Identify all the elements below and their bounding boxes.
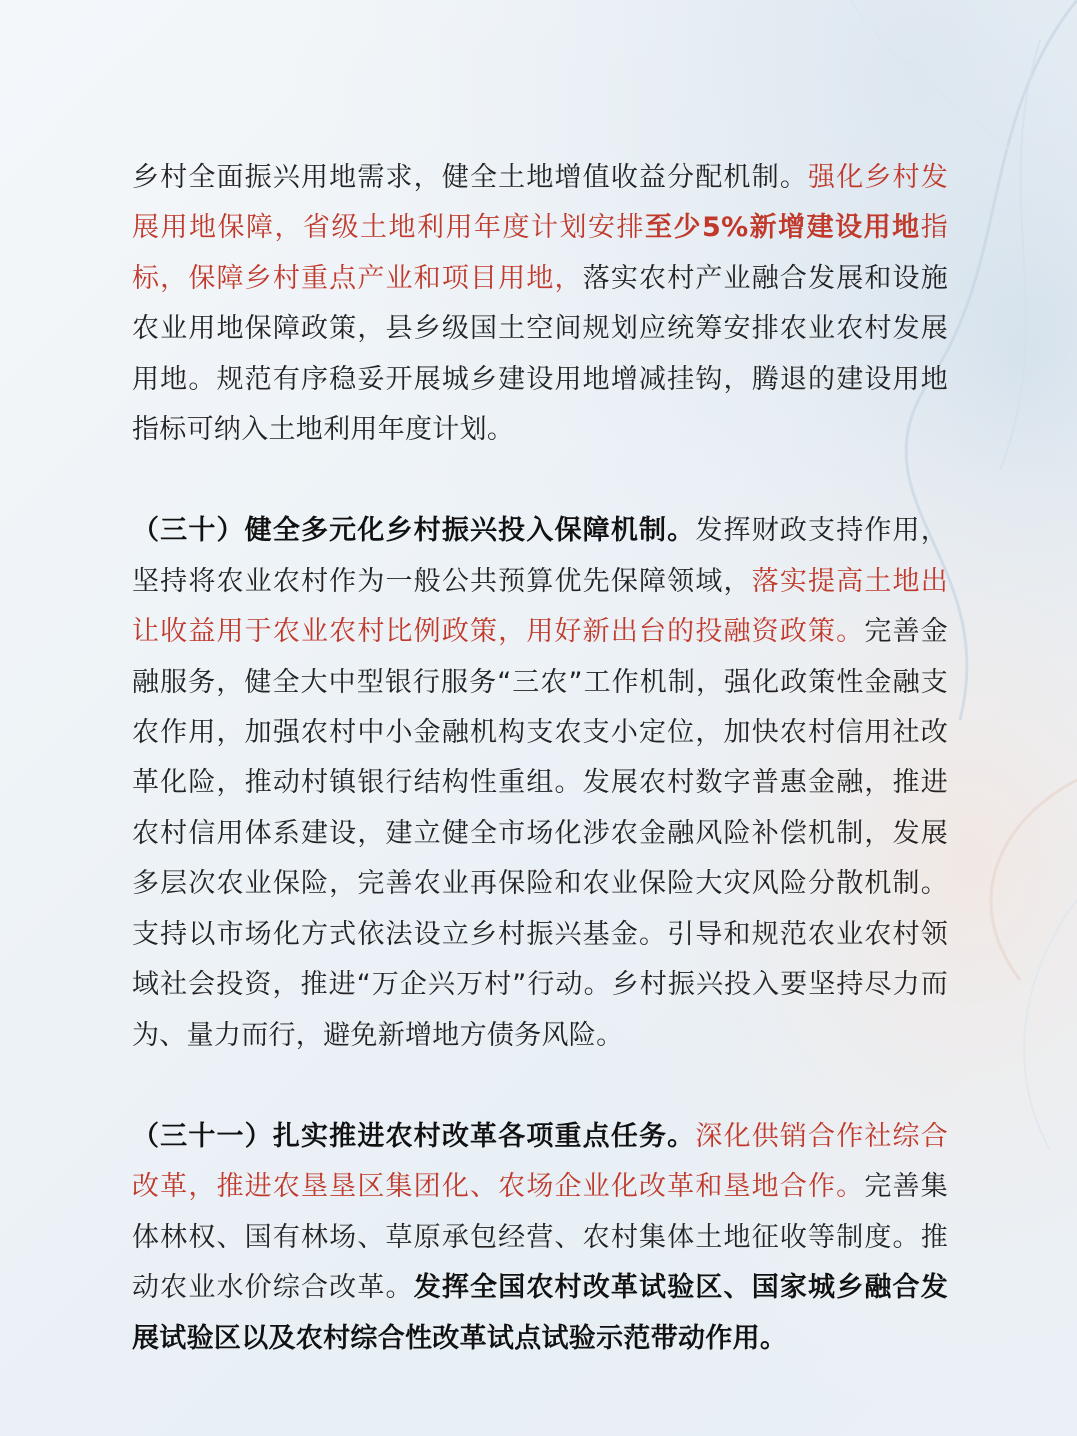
paragraph-gap xyxy=(132,1061,948,1112)
paragraph-section-31 xyxy=(132,1112,948,1364)
document-body xyxy=(132,153,948,1364)
text-segment: 完善集体林权、国有林场、草原承包经营、农村集体土地征收等制度。推动农业水价综合改革。 xyxy=(132,1171,948,1304)
text-segment: 发挥财政支持作用，坚持将农业农村作为一般公共预算优先保障领域， xyxy=(132,515,949,597)
bold-segment: 发挥全国农村改革试验区、国家城乡融合发展试验区以及农村综合性改革试点试验示范带动作用。 xyxy=(132,1272,949,1354)
highlight-segment: 落实提高土地出让收益用于农业农村比例政策，用好新出台的投融资政策。 xyxy=(132,565,948,648)
emphasis-segment: 至少5%新增建设用地 xyxy=(645,212,921,244)
highlight-segment: 强化乡村发展用地保障，省级土地利用年度计划安排 xyxy=(132,162,949,244)
paragraph-section-30 xyxy=(132,506,948,1060)
text-segment: 完善金融服务，健全大中型银行服务“三农”工作机制，强化政策性金融支农作用，加强农村中小金融机构支农支小定位，加快农村信用社改革化险，推动村镇银行结构性重组。发展农村数字普惠金融，推进农村信用体系建设，建立健全市场化涉农金融风险补偿机制，发展多层次农业保险，完善农业再保险和农业保险大灾风险分散机制。支持以市场化方式依法设立乡村振兴基金。引导和规范农业农村领域社会投资，推进“万企兴万村”行动。乡村振兴投入要坚持尽力而为、量力而行，避免新增地方债务风险。 xyxy=(132,616,948,1051)
text-segment: 乡村全面振兴用地需求，健全土地增值收益分配机制。 xyxy=(132,162,809,193)
text-segment: 落实农村产业融合发展和设施农业用地保障政策，县乡级国土空间规划应统筹安排农业农村发展用地。规范有序稳妥开展城乡建设用地增减挂钩，腾退的建设用地指标可纳入土地利用年度计划。 xyxy=(132,262,948,446)
highlight-segment: 指标，保障乡村重点产业和项目用地， xyxy=(132,212,948,294)
highlight-segment: 深化供销合作社综合改革，推进农垦垦区集团化、农场企业化改革和垦地合作。 xyxy=(132,1120,949,1203)
section-heading: （三十）健全多元化乡村振兴投入保障机制。 xyxy=(132,515,696,547)
paragraph-land-use xyxy=(132,153,948,455)
paragraph-gap xyxy=(132,455,948,506)
section-heading: （三十一）扎实推进农村改革各项重点任务。 xyxy=(132,1120,696,1152)
